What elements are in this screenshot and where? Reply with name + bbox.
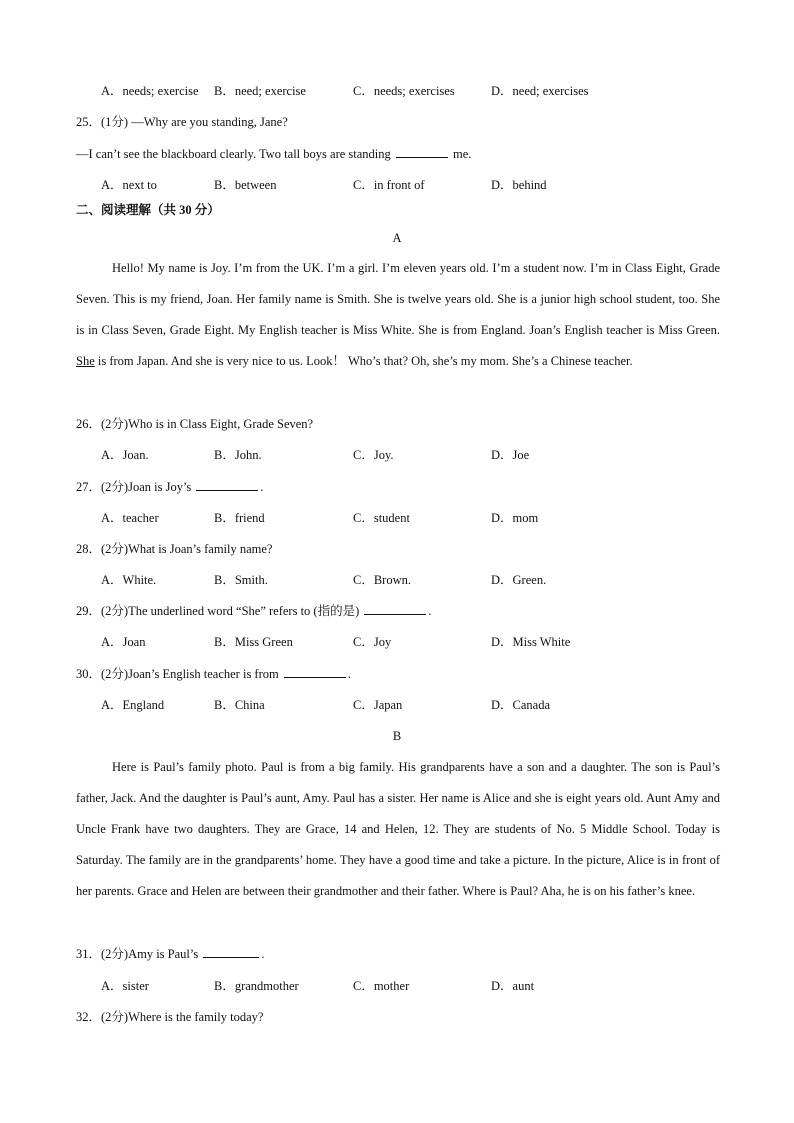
answer-blank bbox=[284, 665, 346, 678]
section-title: 二、阅读理解（共 30 分） bbox=[76, 203, 220, 217]
option-d: D．Canada bbox=[491, 698, 551, 712]
underlined-word: She bbox=[76, 354, 95, 368]
q32-stem: 32．(2分)Where is the family today? bbox=[76, 1010, 264, 1024]
option-d: D．need; exercises bbox=[491, 84, 589, 98]
q27-stem-line bbox=[76, 478, 720, 496]
option-d: D．mom bbox=[491, 511, 539, 525]
option-c: C．Brown. bbox=[353, 573, 411, 587]
q25-options bbox=[101, 176, 721, 194]
option-c: C．in front of bbox=[353, 178, 425, 192]
option-c: C．mother bbox=[353, 979, 410, 993]
option-a: A．sister bbox=[101, 979, 149, 993]
q29-stem-line bbox=[76, 602, 720, 620]
option-a: A．White. bbox=[101, 573, 157, 587]
answer-blank bbox=[203, 945, 259, 958]
option-b: B．friend bbox=[214, 511, 265, 525]
q28-options bbox=[101, 571, 721, 589]
option-a: A．England bbox=[101, 698, 165, 712]
q25-line2-before: —I can’t see the blackboard clearly. Two tall boys are standing bbox=[76, 147, 391, 161]
q30-stem-line bbox=[76, 665, 720, 683]
q24-options bbox=[101, 82, 721, 100]
answer-blank bbox=[196, 478, 258, 491]
option-d: D．behind bbox=[491, 178, 547, 192]
q25-line2 bbox=[76, 145, 720, 163]
option-b: B．John. bbox=[214, 448, 262, 462]
option-b: B．China bbox=[214, 698, 265, 712]
option-b: B．Smith. bbox=[214, 573, 268, 587]
q31-stem-line bbox=[76, 945, 720, 963]
option-a: A．needs; exercise bbox=[101, 84, 199, 98]
passage-a-text-after: is from Japan. And she is very nice to us. Look！ Who’s that? Oh, she’s my mom. She’s a Chinese teacher. bbox=[94, 354, 633, 368]
option-a: A．teacher bbox=[101, 511, 159, 525]
answer-blank bbox=[364, 602, 426, 615]
option-c: C．Japan bbox=[353, 698, 403, 712]
q26-stem: 26．(2分)Who is in Class Eight, Grade Seven? bbox=[76, 417, 314, 431]
passage-b-label: B bbox=[392, 729, 402, 743]
q29-stem: 29．(2分)The underlined word “She” refers to (指的是) bbox=[76, 604, 360, 618]
q25-line2-after: me. bbox=[453, 147, 472, 161]
q31-end: . bbox=[261, 947, 265, 961]
q31-options bbox=[101, 977, 721, 995]
option-c: C．student bbox=[353, 511, 410, 525]
option-b: B．Miss Green bbox=[214, 635, 293, 649]
option-d: D．Green. bbox=[491, 573, 547, 587]
option-b: B．between bbox=[214, 178, 277, 192]
passage-a-label: A bbox=[392, 231, 402, 245]
option-c: C．Joy. bbox=[353, 448, 394, 462]
q27-stem: 27．(2分)Joan is Joy’s bbox=[76, 480, 192, 494]
answer-blank bbox=[396, 145, 448, 158]
passage-a-text bbox=[76, 253, 720, 377]
q31-stem: 31．(2分)Amy is Paul’s bbox=[76, 947, 199, 961]
q25-stem: 25．(1分) —Why are you standing, Jane? bbox=[76, 115, 288, 129]
q29-end: . bbox=[428, 604, 432, 618]
q30-stem: 30．(2分)Joan’s English teacher is from bbox=[76, 667, 279, 681]
option-a: A．Joan. bbox=[101, 448, 149, 462]
option-c: C．needs; exercises bbox=[353, 84, 455, 98]
q30-options bbox=[101, 696, 721, 714]
q26-options bbox=[101, 446, 721, 464]
option-a: A．next to bbox=[101, 178, 157, 192]
q27-options bbox=[101, 509, 721, 527]
q27-end: . bbox=[260, 480, 264, 494]
option-b: B．need; exercise bbox=[214, 84, 306, 98]
option-d: D．Miss White bbox=[491, 635, 571, 649]
passage-a-text-before: Hello! My name is Joy. I’m from the UK. I’m a girl. I’m eleven years old. I’m a student now. I’m in Class Eight, Grade Seven. This is my friend, Joan. Her family name is Smith. She is twelve years old. She is a junior high school student, too. She is in Class Seven, Grade Eight. My English teacher is Miss White. She is from England. Joan’s English teacher is Miss Green. bbox=[76, 261, 720, 337]
option-a: A．Joan bbox=[101, 635, 146, 649]
q30-end: . bbox=[347, 667, 351, 681]
option-c: C．Joy bbox=[353, 635, 392, 649]
q28-stem: 28．(2分)What is Joan’s family name? bbox=[76, 542, 273, 556]
option-d: D．Joe bbox=[491, 448, 530, 462]
option-b: B．grandmother bbox=[214, 979, 299, 993]
passage-b-text: Here is Paul’s family photo. Paul is from a big family. His grandparents have a son and a daughter. The son is Paul’s father, Jack. And the daughter is Paul’s aunt, Amy. Paul has a sister. Her name is Alice and she is eight years old. Aunt Amy and Uncle Frank have two daughters. They are Grace, 14 and Helen, 12. They are students of No. 5 Middle School. Today is Saturday. The family are in the grandparents’ home. They have a good time and take a picture. In the picture, Alice is in front of her parents. Grace and Helen are between their grandmother and their father. Where is Paul? Aha, he is on his father’s knee. bbox=[76, 760, 720, 898]
q29-options bbox=[101, 633, 721, 651]
option-d: D．aunt bbox=[491, 979, 535, 993]
